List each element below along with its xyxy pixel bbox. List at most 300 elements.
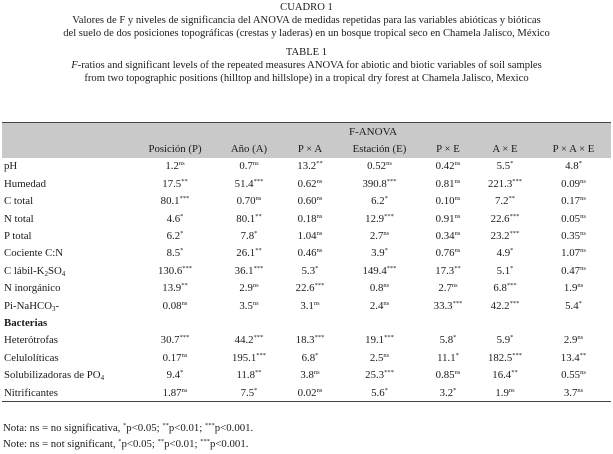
f-value: 5.6 — [371, 386, 385, 399]
f-value: 195.1 — [231, 351, 257, 364]
significance-marker: * — [578, 299, 582, 307]
f-value: 0.76 — [435, 247, 455, 260]
f-value: 8.5 — [166, 247, 181, 260]
f-value: 0.81 — [435, 177, 455, 190]
value-cell — [536, 245, 611, 262]
significance-marker: ns — [252, 282, 259, 290]
significance-marker: *** — [452, 299, 463, 307]
table-row — [2, 175, 611, 192]
value-cell — [474, 175, 536, 192]
significance-marker: ns — [316, 230, 323, 238]
significance-marker: * — [384, 247, 388, 255]
value-cell — [135, 332, 215, 349]
note-english-prefix: Note: ns = not significant, — [3, 438, 119, 450]
caption-english-line-1-rest: -ratios and significant levels of the repeated measures ANOVA for abiotic and biotic variables of soil samples — [77, 60, 542, 71]
value-cell — [337, 297, 422, 314]
row-label — [2, 210, 135, 227]
significance-marker: ns — [577, 282, 584, 290]
f-value: 0.09 — [561, 177, 581, 190]
f-value: 7.5 — [240, 386, 255, 399]
table-row — [2, 158, 611, 175]
row-label-text: Solubilizadoras de PO — [4, 369, 101, 382]
table-row — [2, 262, 611, 279]
f-value: 26.1 — [236, 247, 256, 260]
significance-marker: *** — [314, 282, 325, 290]
note-spanish-sig2: ** — [162, 422, 169, 429]
value-cell — [337, 366, 422, 383]
value-cell — [536, 366, 611, 383]
row-label-subscript: 2 — [44, 269, 48, 278]
significance-marker: ns — [181, 299, 188, 307]
caption-label-english: TABLE 1 — [285, 47, 328, 58]
value-cell — [337, 280, 422, 297]
significance-marker: * — [510, 334, 514, 342]
significance-marker: ns — [454, 230, 461, 238]
f-value: 130.6 — [157, 264, 183, 277]
anova-table — [2, 122, 611, 402]
value-cell — [474, 280, 536, 297]
value-cell — [536, 384, 611, 402]
significance-marker: ** — [181, 177, 188, 185]
value-cell — [215, 366, 283, 383]
value-cell — [135, 210, 215, 227]
significance-marker: ** — [255, 212, 262, 220]
significance-marker: * — [384, 386, 388, 394]
value-cell — [283, 280, 337, 297]
significance-marker: * — [180, 230, 184, 238]
significance-marker: ns — [454, 369, 461, 377]
significance-marker: *** — [253, 334, 264, 342]
f-value: 5.9 — [496, 334, 511, 347]
row-label-text: C lábil-K — [4, 264, 45, 277]
note-english-sig1: * — [118, 438, 122, 445]
note-spanish-prefix: Nota: ns = no significativa, — [3, 422, 124, 434]
significance-marker: ** — [511, 369, 518, 377]
significance-marker: * — [180, 212, 184, 220]
value-cell — [337, 193, 422, 210]
value-cell — [474, 210, 536, 227]
f-value: 17.5 — [162, 177, 182, 190]
value-cell — [283, 366, 337, 383]
f-value: 7.8 — [240, 230, 255, 243]
value-cell — [337, 332, 422, 349]
caption-spanish-line-1: Valores de F y niveles de significancia del ANOVA de medidas repetidas para las variables abióticas y bióticas — [72, 15, 541, 26]
significance-marker: ns — [316, 195, 323, 203]
table-row — [2, 210, 611, 227]
f-value: 3.1 — [300, 299, 314, 312]
value-cell — [283, 384, 337, 402]
significance-marker: * — [180, 369, 184, 377]
significance-marker: *** — [179, 195, 190, 203]
value-cell — [283, 245, 337, 262]
f-value: 0.60 — [297, 195, 317, 208]
significance-marker: ns — [580, 369, 586, 377]
value-cell — [474, 384, 536, 402]
significance-marker: ns — [181, 351, 188, 359]
anova-table-header — [2, 123, 611, 158]
value-cell — [474, 332, 536, 349]
value-cell — [283, 210, 337, 227]
note-english-sig3: *** — [200, 438, 210, 445]
value-cell — [536, 297, 611, 314]
significance-marker: ns — [313, 369, 320, 377]
significance-marker: ns — [178, 160, 185, 168]
significance-marker: *** — [509, 212, 520, 220]
row-label — [2, 245, 135, 262]
significance-marker: ns — [451, 282, 458, 290]
row-label — [2, 349, 135, 366]
significance-marker: * — [455, 351, 459, 359]
significance-marker: ns — [580, 212, 586, 220]
f-value: 0.17 — [162, 351, 182, 364]
f-value: 182.5 — [487, 351, 513, 364]
significance-marker: ns — [383, 299, 390, 307]
significance-marker: *** — [253, 177, 264, 185]
row-label-text: Humedad — [4, 177, 46, 190]
row-label-subscript: 4 — [100, 374, 105, 383]
significance-marker: ** — [181, 282, 188, 290]
value-cell — [337, 262, 422, 279]
significance-marker: *** — [384, 369, 394, 377]
note-spanish-sig1: * — [123, 422, 127, 429]
f-value: 0.91 — [435, 212, 455, 225]
f-value: 0.18 — [297, 212, 317, 225]
value-cell — [474, 227, 536, 244]
row-label-text: P total — [4, 230, 32, 243]
value-cell — [283, 297, 337, 314]
row-label-text: Cociente C:N — [4, 247, 64, 260]
value-cell — [215, 384, 283, 402]
value-cell — [474, 193, 536, 210]
f-value: 3.9 — [371, 247, 385, 260]
row-label-tail: SO — [47, 264, 62, 277]
value-cell — [135, 297, 215, 314]
f-value: 19.1 — [365, 334, 385, 347]
significance-marker: ns — [454, 212, 461, 220]
value-cell — [422, 280, 474, 297]
value-cell — [283, 158, 337, 175]
row-label-text: Heterótrofas — [4, 334, 58, 347]
value-cell — [474, 245, 536, 262]
f-value: 5.4 — [565, 299, 579, 312]
f-value: 5.5 — [496, 160, 511, 173]
f-value: 22.6 — [490, 212, 510, 225]
row-label-text: Celulolíticas — [4, 351, 59, 364]
value-cell — [215, 175, 283, 192]
value-cell — [536, 210, 611, 227]
note-spanish — [3, 420, 253, 436]
significance-marker: ns — [454, 195, 461, 203]
table-row — [2, 349, 611, 366]
column-header: P × A × E — [536, 140, 611, 157]
f-value: 0.52 — [367, 160, 387, 173]
value-cell — [422, 332, 474, 349]
caption-spanish-block — [0, 1, 613, 40]
value-cell — [422, 193, 474, 210]
significance-marker: ** — [454, 264, 461, 272]
significance-marker: *** — [386, 177, 397, 185]
f-value: 6.8 — [493, 282, 507, 295]
f-value: 0.05 — [561, 212, 581, 225]
value-cell — [135, 193, 215, 210]
f-value: 1.87 — [162, 386, 182, 399]
column-header-variable — [2, 140, 135, 157]
row-label-subscript-2: 4 — [61, 269, 66, 278]
f-value: 1.07 — [561, 247, 581, 260]
significance-marker: * — [453, 334, 457, 342]
significance-marker: * — [315, 264, 319, 272]
value-cell — [215, 193, 283, 210]
value-cell — [215, 227, 283, 244]
row-label — [2, 262, 135, 279]
significance-marker: * — [254, 386, 258, 394]
f-value: 2.5 — [369, 351, 384, 364]
significance-marker: *** — [386, 264, 397, 272]
note-english-p001: p<0.01; — [164, 438, 201, 450]
f-value: 0.17 — [561, 195, 581, 208]
f-value: 23.2 — [490, 230, 510, 243]
f-value: 390.8 — [362, 177, 387, 190]
significance-marker: ** — [255, 247, 262, 255]
value-cell — [283, 193, 337, 210]
f-value: 30.7 — [160, 334, 180, 347]
f-value: 0.55 — [561, 369, 581, 382]
row-label — [2, 384, 135, 402]
value-cell — [135, 175, 215, 192]
significance-marker: *** — [506, 282, 517, 290]
value-cell — [135, 245, 215, 262]
value-cell — [215, 280, 283, 297]
significance-marker: *** — [509, 299, 520, 307]
value-cell — [215, 349, 283, 366]
caption-english-italic-f: F — [71, 60, 78, 71]
significance-marker: *** — [384, 212, 394, 220]
note-spanish-sig3: *** — [204, 422, 215, 429]
significance-marker: * — [384, 195, 388, 203]
f-value: 5.3 — [301, 264, 316, 277]
significance-marker: * — [510, 264, 514, 272]
f-value: 4.8 — [565, 160, 579, 173]
value-cell — [135, 262, 215, 279]
table-row — [2, 245, 611, 262]
section-row — [2, 314, 611, 331]
f-value: 36.1 — [234, 264, 254, 277]
row-label-text: pH — [4, 160, 18, 173]
f-value: 7.2 — [495, 195, 509, 208]
f-value: 6.2 — [371, 195, 385, 208]
f-value: 13.9 — [162, 282, 182, 295]
significance-marker: * — [180, 247, 184, 255]
f-value: 12.9 — [365, 212, 385, 225]
f-value: 0.08 — [162, 299, 182, 312]
value-cell — [536, 349, 611, 366]
row-label-text: N inorgánico — [4, 282, 61, 295]
f-value: 5.8 — [439, 334, 454, 347]
significance-marker: * — [510, 160, 514, 168]
value-cell — [337, 175, 422, 192]
value-cell — [283, 175, 337, 192]
value-cell — [283, 332, 337, 349]
column-header: P × A — [283, 140, 337, 157]
value-cell — [215, 158, 283, 175]
value-cell — [422, 262, 474, 279]
f-value: 44.2 — [234, 334, 254, 347]
significance-marker: *** — [512, 177, 523, 185]
significance-marker: ns — [508, 386, 515, 394]
significance-marker: ** — [316, 160, 323, 168]
significance-marker: ns — [580, 264, 586, 272]
caption-english-line-1 — [0, 59, 613, 72]
value-cell — [536, 175, 611, 192]
value-cell — [337, 210, 422, 227]
f-value: 2.4 — [369, 299, 384, 312]
note-english-sig2: ** — [157, 438, 165, 445]
row-label — [2, 366, 135, 383]
f-value: 0.85 — [435, 369, 455, 382]
significance-marker: *** — [509, 230, 520, 238]
value-cell — [422, 384, 474, 402]
row-label-text: Nitrificantes — [4, 386, 58, 399]
f-value: 0.10 — [435, 195, 455, 208]
value-cell — [283, 227, 337, 244]
f-value: 51.4 — [234, 177, 254, 190]
note-english-p0001: p<0.001. — [209, 438, 249, 450]
note-english-p005: p<0.05; — [121, 438, 158, 450]
value-cell — [135, 227, 215, 244]
row-label-text: Pi-NaHCO — [4, 299, 52, 312]
significance-marker: ns — [454, 247, 461, 255]
value-cell — [135, 366, 215, 383]
group-header-f-anova: F-ANOVA — [135, 123, 611, 141]
significance-marker: ns — [383, 230, 390, 238]
significance-marker: ns — [255, 195, 262, 203]
caption-english-block — [0, 46, 613, 85]
note-spanish-p005: p<0.05; — [126, 422, 163, 434]
f-value: 3.8 — [300, 369, 314, 382]
row-label — [2, 175, 135, 192]
caption-label-spanish: CUADRO 1 — [280, 2, 333, 13]
f-value: 5.1 — [496, 264, 511, 277]
value-cell — [536, 280, 611, 297]
row-label — [2, 158, 135, 175]
f-value: 42.2 — [490, 299, 510, 312]
f-value: 0.47 — [561, 264, 581, 277]
f-value: 13.4 — [560, 351, 580, 364]
f-value: 3.5 — [239, 299, 253, 312]
table-row — [2, 332, 611, 349]
f-value: 33.3 — [433, 299, 453, 312]
value-cell — [474, 297, 536, 314]
significance-marker: * — [578, 160, 582, 168]
significance-marker: *** — [182, 264, 193, 272]
value-cell — [536, 158, 611, 175]
value-cell — [422, 158, 474, 175]
significance-marker: ns — [386, 160, 392, 168]
significance-marker: *** — [179, 334, 190, 342]
f-value: 0.34 — [435, 230, 455, 243]
f-value: 1.9 — [563, 282, 578, 295]
significance-marker: * — [453, 386, 457, 394]
f-value: 17.3 — [435, 264, 455, 277]
f-value: 2.9 — [239, 282, 253, 295]
f-value: 2.9 — [563, 334, 578, 347]
significance-marker: ns — [316, 177, 323, 185]
anova-table-body — [2, 158, 611, 402]
value-cell — [135, 280, 215, 297]
significance-marker: ns — [577, 334, 584, 342]
row-label — [2, 332, 135, 349]
f-value: 6.2 — [166, 230, 181, 243]
f-value: 4.6 — [166, 212, 181, 225]
f-value: 0.42 — [435, 160, 455, 173]
significance-marker: * — [315, 351, 319, 359]
f-value: 3.2 — [439, 386, 454, 399]
value-cell — [422, 366, 474, 383]
f-value: 3.7 — [563, 386, 578, 399]
value-cell — [536, 332, 611, 349]
value-cell — [215, 245, 283, 262]
significance-marker: ns — [313, 299, 320, 307]
value-cell — [215, 210, 283, 227]
value-cell — [536, 227, 611, 244]
value-cell — [215, 297, 283, 314]
value-cell — [422, 175, 474, 192]
f-value: 1.04 — [297, 230, 317, 243]
column-header: A × E — [474, 140, 536, 157]
value-cell — [422, 245, 474, 262]
value-cell — [135, 349, 215, 366]
f-value: 0.70 — [236, 195, 256, 208]
significance-marker: ns — [580, 177, 586, 185]
significance-marker: ns — [316, 212, 323, 220]
row-label-text: N total — [4, 212, 34, 225]
significance-marker: ns — [316, 386, 323, 394]
f-value: 18.3 — [295, 334, 315, 347]
significance-marker: *** — [384, 334, 394, 342]
f-value: 6.8 — [301, 351, 316, 364]
significance-marker: ** — [508, 195, 515, 203]
value-cell — [283, 349, 337, 366]
significance-marker: ns — [580, 230, 586, 238]
value-cell — [474, 158, 536, 175]
value-cell — [422, 297, 474, 314]
group-header-row — [2, 123, 611, 141]
value-cell — [283, 262, 337, 279]
significance-marker: ** — [255, 369, 262, 377]
row-label — [2, 193, 135, 210]
value-cell — [474, 262, 536, 279]
significance-marker: ns — [383, 351, 390, 359]
value-cell — [422, 349, 474, 366]
significance-marker: *** — [314, 334, 325, 342]
value-cell — [337, 158, 422, 175]
f-value: 80.1 — [160, 195, 180, 208]
significance-marker: ns — [577, 386, 584, 394]
column-header: Posición (P) — [135, 140, 215, 157]
f-value: 0.7 — [239, 160, 253, 173]
column-header: Estación (E) — [337, 140, 422, 157]
f-value: 4.9 — [496, 247, 511, 260]
value-cell — [474, 349, 536, 366]
significance-marker: ns — [181, 386, 188, 394]
table-row — [2, 366, 611, 383]
value-cell — [215, 262, 283, 279]
f-value: 1.2 — [165, 160, 179, 173]
value-cell — [422, 227, 474, 244]
header-empty-cell — [2, 123, 135, 141]
f-value: 16.4 — [492, 369, 512, 382]
f-value: 13.2 — [297, 160, 317, 173]
